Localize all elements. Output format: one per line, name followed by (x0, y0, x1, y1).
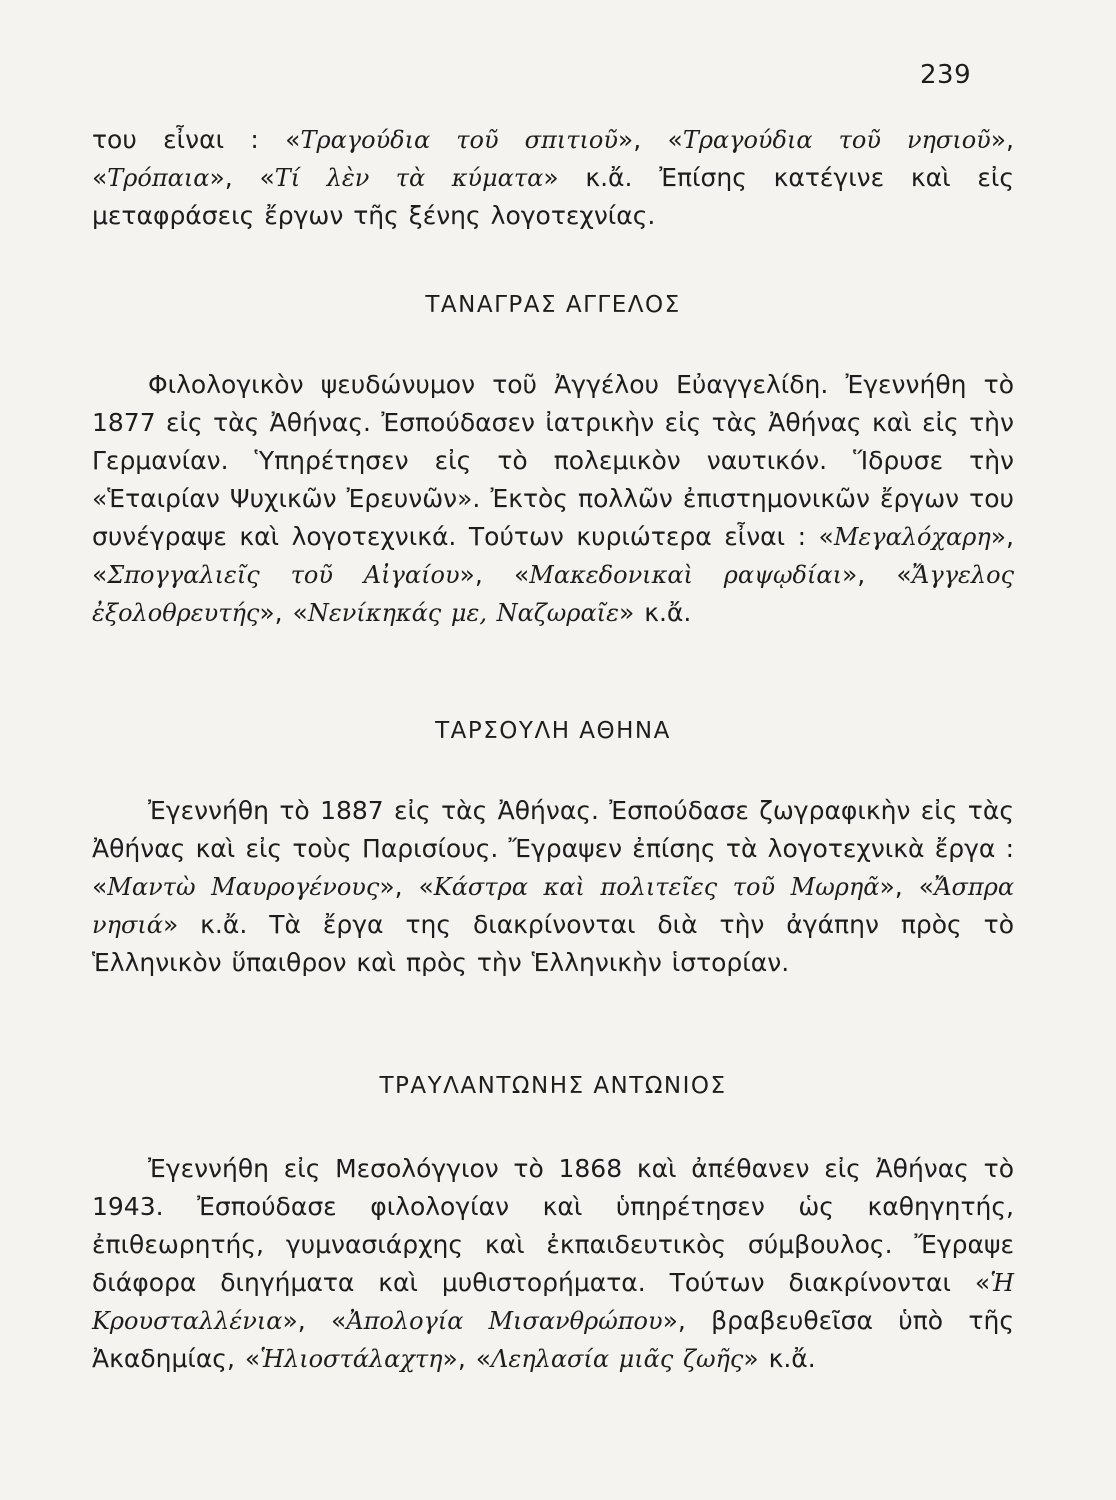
italic-title: Κάστρα καὶ πολιτεῖες τοῦ Μωρηᾶ (433, 873, 880, 901)
text-run: » κ.ἄ. (618, 598, 692, 627)
italic-title: Ἄσπρα νησιά (92, 873, 1015, 939)
italic-title: Ἡλιοστάλαχτη (260, 1345, 443, 1373)
text-run: », « (282, 1306, 347, 1335)
text-run: » κ.ἄ. Τὰ ἔργα της διακρίνονται διὰ τὴν ἀγάπην πρὸς τὸ Ἑλληνικὸν ὕπαιθρον καὶ πρὸς τὴν Ἑλληνικὴν ἱστορίαν. (92, 910, 1014, 977)
italic-title: Σπογγαλιεῖς τοῦ Αἰγαίου (107, 561, 460, 589)
italic-title: Ἄγγελος ἐξολοθρευτής (92, 561, 1015, 627)
italic-title: Τρόπαια (107, 164, 210, 192)
text-run: » κ.ἄ. Ἐπίσης κατέγινε καὶ εἰς μεταφράσεις ἔργων τῆς ξένης λογοτεχνίας. (92, 163, 1014, 230)
italic-title: Λεηλασία μιᾶς ζωῆς (491, 1345, 744, 1373)
text-run: », « (459, 560, 530, 589)
italic-title: Μεγαλόχαρη (833, 523, 991, 551)
text-run: » κ.ἄ. (743, 1344, 816, 1373)
text-run: Φιλολογικὸν ψευδώνυμον τοῦ Ἀγγέλου Εὐαγγελίδη. Ἐγεννήθη τὸ 1877 εἰς τὰς Ἀθήνας. Ἐσπούδασεν ἰατρικὴν εἰς τὰς Ἀθήνας καὶ εἰς τὴν Γερμανίαν. Ὑπηρέτησεν εἰς τὸ πολεμικὸν ναυτικόν. Ἵδρυσε τὴν «Ἑταιρίαν Ψυχικῶν Ἐρευνῶν». Ἐκτὸς πολλῶν ἐπιστημονικῶν ἔργων του συνέγραψε καὶ λογοτεχνικά. Τούτων κυριώτερα εἶναι : « (92, 370, 1014, 551)
italic-title: Τραγούδια τοῦ σπιτιοῦ (300, 126, 618, 154)
page-number: 239 (920, 60, 972, 90)
text-run: », « (442, 1344, 492, 1373)
text-run: του εἶναι : « (92, 125, 301, 154)
text-run: », « (879, 872, 934, 901)
italic-title: Ἡ Κρουσταλλένια (92, 1269, 1014, 1335)
text-run: », « (842, 560, 912, 589)
italic-title: Τί λὲν τὰ κύματα (274, 164, 544, 192)
text-run: », « (259, 598, 308, 627)
italic-title: Τραγούδια τοῦ νησιοῦ (682, 126, 991, 154)
entry-heading: ΤΑΡΣΟΥΛΗ ΑΘΗΝΑ (435, 718, 671, 744)
italic-title: Μαντὼ Μαυρογένους (107, 873, 380, 901)
entry-paragraph-block (92, 1150, 1014, 1378)
entry-paragraph-block (92, 792, 1014, 982)
entry-heading: ΤΡΑΥΛΑΝΤΩΝΗΣ ΑΝΤΩΝΙΟΣ (379, 1073, 727, 1099)
italic-title: Ἀπολογία Μισανθρώπου (346, 1307, 663, 1335)
text-run: », βραβευθεῖσα ὑπὸ τῆς Ἀκαδημίας, « (92, 1306, 1014, 1373)
text-run: », « (92, 522, 1014, 589)
text-run: », « (379, 872, 434, 901)
text-run: », « (617, 125, 683, 154)
italic-title: Νενίκηκάς με, Ναζωραῖε (307, 599, 619, 627)
entry-paragraph (92, 1150, 1014, 1378)
entry-paragraph-block (92, 366, 1014, 632)
text-run: », « (92, 125, 1015, 192)
entry-heading: ΤΑΝΑΓΡΑΣ ΑΓΓΕΛΟΣ (425, 292, 681, 318)
entry-paragraph (92, 792, 1014, 982)
intro-paragraph-block (92, 121, 1014, 235)
text-run: Ἐγεννήθη εἰς Μεσολόγγιον τὸ 1868 καὶ ἀπέθανεν εἰς Ἀθήνας τὸ 1943. Ἐσπούδασε φιλολογίαν καὶ ὑπηρέτησεν ὡς καθηγητής, ἐπιθεωρητής, γυμνασιάρχης καὶ ἐκπαιδευτικὸς σύμβουλος. Ἔγραψε διάφορα διηγήματα καὶ μυθιστορήματα. Τούτων διακρίνονται « (92, 1154, 1014, 1297)
italic-title: Μακεδονικαὶ ραψῳδίαι (529, 561, 842, 589)
text-run: Ἐγεννήθη τὸ 1887 εἰς τὰς Ἀθήνας. Ἐσπούδασε ζωγραφικὴν εἰς τὰς Ἀθήνας καὶ εἰς τοὺς Παρισίους. Ἔγραψεν ἐπίσης τὰ λογοτεχνικὰ ἔργα : « (92, 796, 1014, 901)
entry-paragraph (92, 366, 1014, 632)
text-run: », « (209, 163, 275, 192)
intro-paragraph (92, 121, 1014, 235)
